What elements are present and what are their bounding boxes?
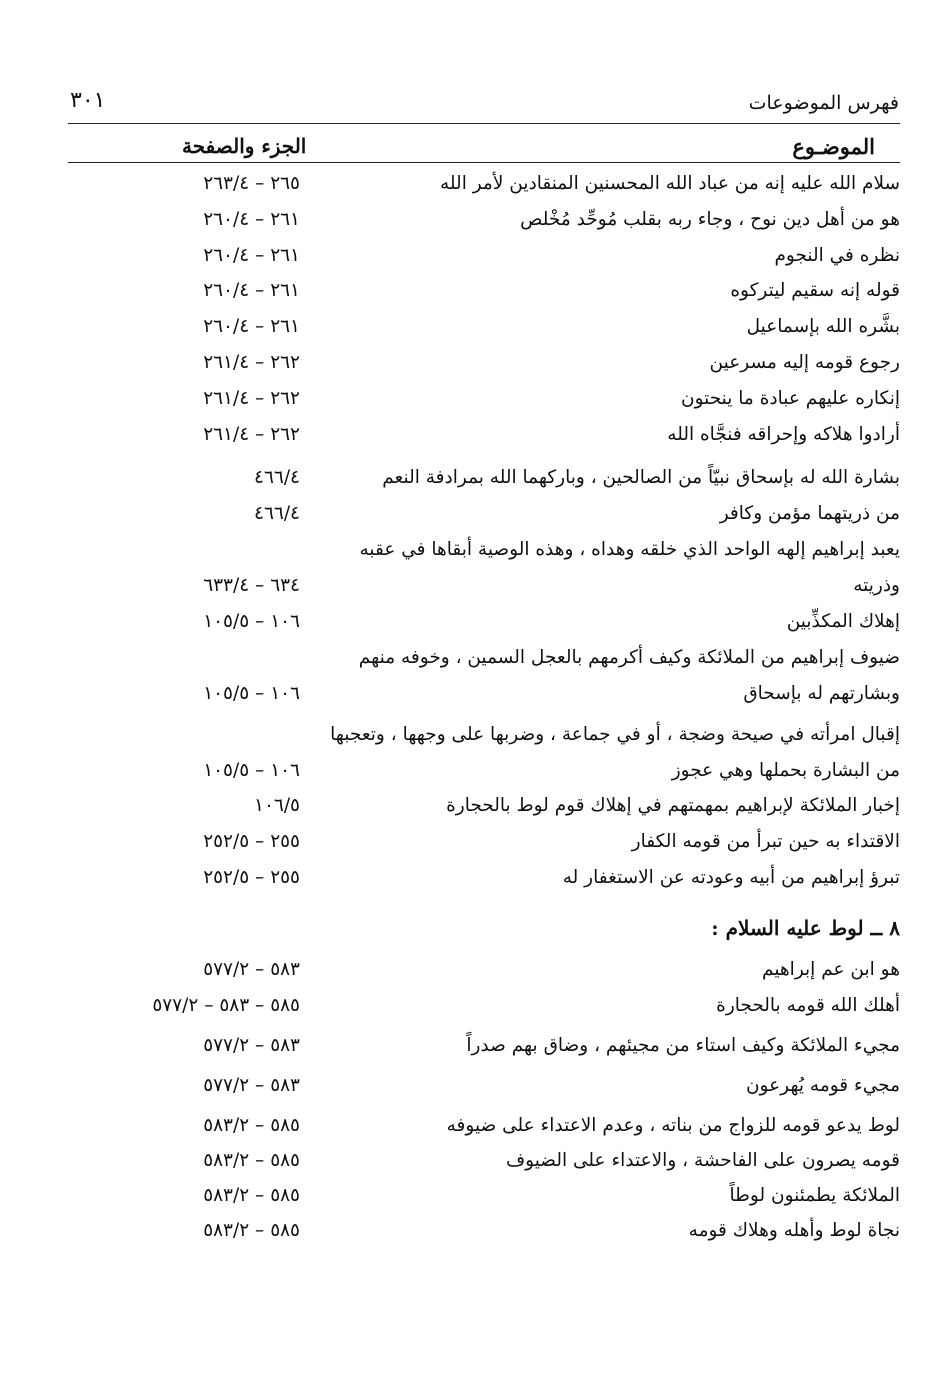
volume-page-ref: ٥٨٥ – ٥٨٣/٢ [203,1115,300,1136]
index-row [60,1144,900,1178]
index-row [60,310,900,344]
topic-text: وبشارتهم له بإسحاق [743,683,900,704]
volume-page-ref: ٤٦٦/٤ [254,503,300,524]
topic-text: ضيوف إبراهيم من الملائكة وكيف أكرمهم بالعجل السمين ، وخوفه منهم [358,647,900,668]
topic-text: بشارة الله له بإسحاق نبيّاً من الصالحين ، وباركهما الله بمرادفة النعم [382,467,900,488]
index-row [60,718,900,752]
volume-page-ref: ٥٨٥ – ٥٨٣/٢ [203,1185,300,1206]
volume-page-ref: ٥٨٥ – ٥٨٣ – ٥٧٧/٢ [152,995,300,1016]
volume-page-ref: ٢٦٢ – ٢٦١/٤ [203,388,300,409]
volume-page-ref: ٥٨٥ – ٥٨٣/٢ [203,1220,300,1241]
volume-page-ref: ٢٥٥ – ٢٥٢/٥ [203,867,300,888]
index-row [60,1214,900,1248]
index-row [60,418,900,452]
running-header-title: فهرس الموضوعات [748,92,899,114]
topic-text: وذريته [853,575,900,596]
index-row [60,1029,900,1063]
column-header-rule [68,162,900,163]
index-row [60,497,900,531]
index-row [60,239,900,273]
topic-text: تبرؤ إبراهيم من أبيه وعودته عن الاستغفار له [562,867,900,888]
volume-page-ref: ٤٦٦/٤ [254,467,300,488]
volume-page-ref: ٢٦٢ – ٢٦١/٤ [203,352,300,373]
topic-text: بشَّره الله بإسماعيل [746,316,900,337]
volume-page-ref: ١٠٦ – ١٠٥/٥ [203,683,300,704]
index-row [60,167,900,201]
topic-text: إقبال امرأته في صيحة وضجة ، أو في جماعة ، وضربها على وجهها ، وتعجبها [330,724,900,745]
index-row [60,605,900,639]
column-header-volume-page: الجزء والصفحة [182,134,307,158]
topic-text: سلام الله عليه إنه من عباد الله المحسنين المنقادين لأمر الله [440,173,900,194]
topic-text: رجوع قومه إليه مسرعين [709,352,900,373]
volume-page-ref: ٢٦١ – ٢٦٠/٤ [203,245,300,266]
index-row [60,825,900,859]
topic-text: قوله إنه سقيم ليتركوه [730,280,900,301]
volume-page-ref: ٢٥٥ – ٢٥٢/٥ [203,831,300,852]
section-heading: ٨ ــ لوط عليه السلام : [711,916,900,940]
index-row [60,382,900,416]
column-header-topic: الموضـوع [792,134,875,159]
volume-page-ref: ٥٨٣ – ٥٧٧/٢ [203,959,300,980]
topic-text: إهلاك المكذِّبين [786,611,900,632]
volume-page-ref: ٢٦١ – ٢٦٠/٤ [203,280,300,301]
index-row [60,953,900,987]
topic-text: لوط يدعو قومه للزواج من بناته ، وعدم الاعتداء على ضيوفه [446,1115,900,1136]
volume-page-ref: ٥٨٣ – ٥٧٧/٢ [203,1075,300,1096]
volume-page-ref: ٢٦٢ – ٢٦١/٤ [203,424,300,445]
index-row [60,203,900,237]
topic-text: يعبد إبراهيم إلهه الواحد الذي خلقه وهداه ، وهذه الوصية أبقاها في عقبه [359,539,900,560]
section-heading-row [60,911,900,945]
topic-text: نجاة لوط وأهله وهلاك قومه [688,1220,900,1241]
topic-text: هو ابن عم إبراهيم [762,959,900,980]
index-row [60,1179,900,1213]
index-row [60,461,900,495]
topic-text: الاقتداء به حين تبرأ من قومه الكفار [631,831,900,852]
volume-page-ref: ١٠٦/٥ [254,795,300,816]
volume-page-ref: ٢٦١ – ٢٦٠/٤ [203,209,300,230]
volume-page-ref: ٥٨٣ – ٥٧٧/٢ [203,1035,300,1056]
index-row [60,533,900,567]
volume-page-ref: ٢٦١ – ٢٦٠/٤ [203,316,300,337]
topic-text: أهلك الله قومه بالحجارة [716,995,900,1016]
index-row [60,274,900,308]
volume-page-ref: ١٠٦ – ١٠٥/٥ [203,611,300,632]
index-row [60,1069,900,1103]
index-row [60,1109,900,1143]
topic-text: أرادوا هلاكه وإحراقه فنجَّاه الله [667,424,900,445]
topic-text: هو من أهل دين نوح ، وجاء ربه بقلب مُوحِّد مُخْلص [520,209,900,230]
page-number: ٣٠١ [70,88,106,113]
topic-text: إنكاره عليهم عبادة ما ينحتون [680,388,900,409]
volume-page-ref: ١٠٦ – ١٠٥/٥ [203,760,300,781]
header-rule [68,123,900,124]
topic-text: مجيء قومه يُهرعون [745,1075,900,1096]
index-row [60,641,900,675]
volume-page-ref: ٥٨٥ – ٥٨٣/٢ [203,1150,300,1171]
index-row [60,861,900,895]
index-row [60,677,900,711]
index-row [60,346,900,380]
topic-text: مجيء الملائكة وكيف استاء من مجيئهم ، وضاق بهم صدراً [466,1035,900,1056]
index-row [60,754,900,788]
topic-text: الملائكة يطمئنون لوطاً [729,1185,900,1206]
topic-text: قومه يصرون على الفاحشة ، والاعتداء على الضيوف [505,1150,900,1171]
index-row [60,789,900,823]
volume-page-ref: ٦٣٤ – ٦٣٣/٤ [203,575,300,596]
index-row [60,569,900,603]
topic-text: من ذريتهما مؤمن وكافر [719,503,900,524]
topic-text: إخبار الملائكة لإبراهيم بمهمتهم في إهلاك قوم لوط بالحجارة [446,795,900,816]
topic-text: نظره في النجوم [774,245,900,266]
index-row [60,989,900,1023]
volume-page-ref: ٢٦٥ – ٢٦٣/٤ [203,173,300,194]
topic-text: من البشارة بحملها وهي عجوز [671,760,900,781]
